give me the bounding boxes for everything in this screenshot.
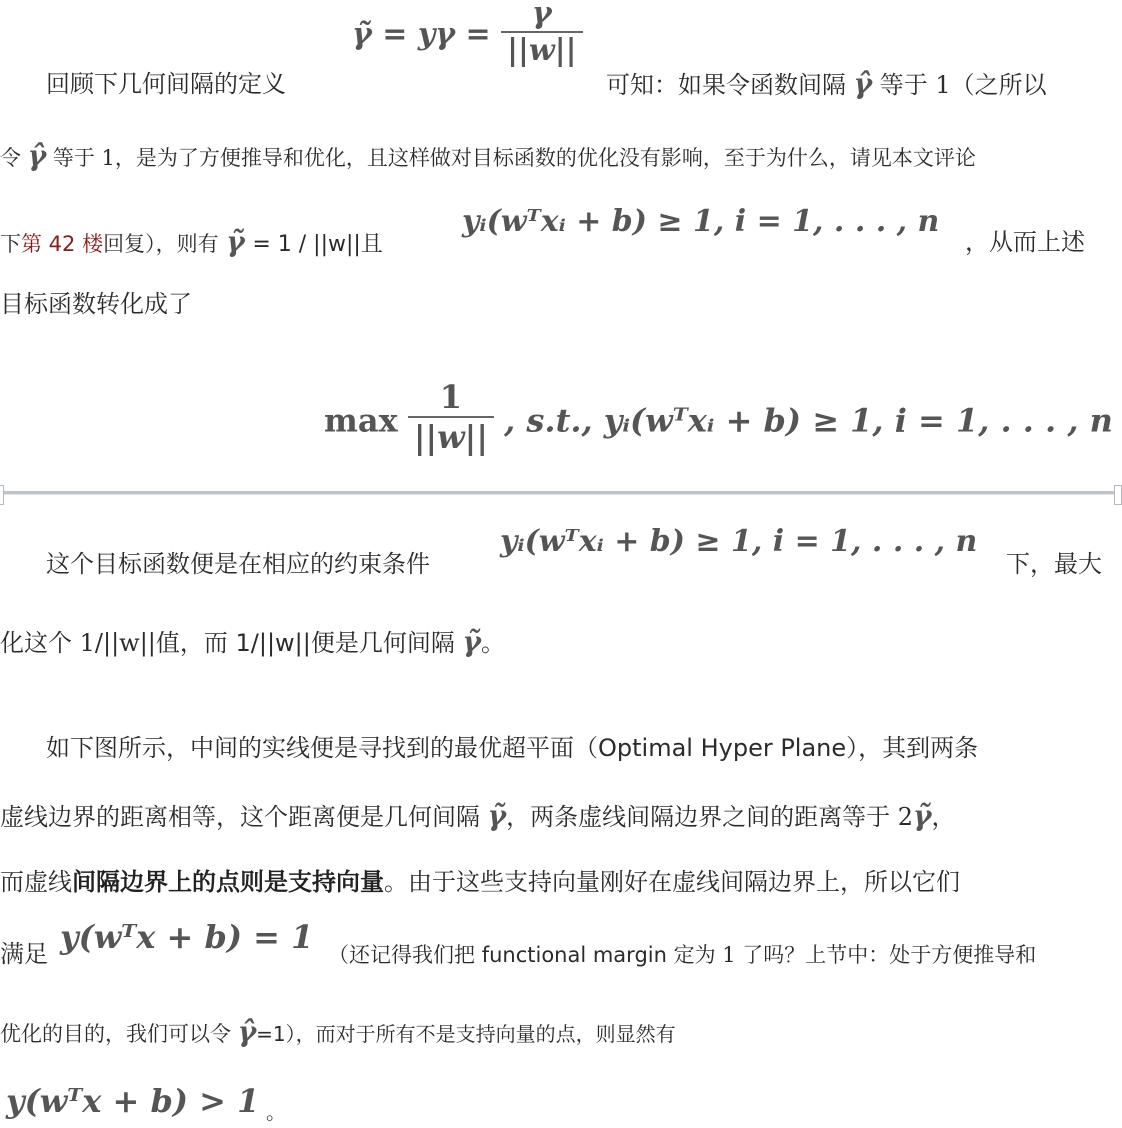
gamma-hat-symbol-2: γ̂	[27, 139, 47, 172]
paragraph3-line1-a: 如下图所示，中间的实线便是寻找到的最优超平面（	[46, 734, 598, 762]
comment-floor-42-link[interactable]: 第 42 楼	[21, 232, 104, 256]
objective-fraction	[408, 378, 494, 456]
support-vector-equality-formula: y(wᵀx + b) = 1	[60, 918, 314, 956]
paragraph3-line4-b: （还记得我们把	[328, 943, 482, 967]
gamma-definition-numerator: γ	[501, 0, 582, 33]
paragraph3-line4	[0, 938, 48, 970]
paragraph3-line5-a: 优化的目的，我们可以令	[0, 1022, 231, 1046]
objective-constraint: , s.t., yᵢ(wᵀxᵢ + b) ≥ 1, i = 1, . . . , n	[504, 401, 1113, 440]
gamma-tilde-symbol-1: γ̃	[226, 225, 245, 258]
paragraph1-line3-prefix: 下	[0, 232, 21, 256]
paragraph3-line2-b: ，两条虚线间隔边界之间的距离等于 2	[506, 803, 914, 831]
paragraph2-line1	[0, 548, 430, 580]
paragraph1-line3-eq: = 1 / ||w||且	[252, 232, 383, 257]
gamma-definition-denominator: ||w||	[507, 33, 577, 68]
gamma-tilde-symbol-2: γ̃	[462, 625, 481, 658]
paragraph3-line3	[0, 866, 960, 898]
paragraph1-constraint-formula: yᵢ(wᵀxᵢ + b) ≥ 1, i = 1, . . . , n	[462, 204, 940, 239]
paragraph1-line3-end: ，从而上述	[965, 228, 1085, 256]
objective-denominator: ||w||	[413, 418, 488, 456]
non-support-vector-formula: y(wᵀx + b) > 1	[6, 1082, 260, 1120]
paragraph1-line1-mid	[606, 68, 1047, 101]
paragraph3-line2-a: 虚线边界的距离相等，这个距离便是几何间隔	[0, 803, 480, 831]
paragraph3-line3-b: 。由于这些支持向量刚好在虚线间隔边界上，所以它们	[384, 868, 960, 896]
paragraph1-line4: 目标函数转化成了	[0, 290, 192, 318]
paragraph3-line1-en: Optimal Hyper Plane	[598, 734, 847, 762]
paragraph2-constraint-formula: yᵢ(wᵀxᵢ + b) ≥ 1, i = 1, . . . , n	[500, 524, 978, 559]
paragraph3-line4-note	[328, 940, 1036, 970]
paragraph2-line1-prefix: 这个目标函数便是在相应的约束条件	[46, 550, 430, 578]
max-label: max	[324, 401, 398, 440]
support-vector-emphasis: 间隔边界上的点则是支持向量	[72, 867, 384, 896]
gamma-hat-symbol-3: γ̂	[237, 1015, 257, 1048]
gamma-hat-symbol-1: γ̂	[853, 67, 873, 100]
paragraph3-line1	[0, 732, 978, 764]
paragraph1-line1	[0, 68, 286, 100]
paragraph1-line1-after: 等于 1（之所以	[879, 71, 1047, 99]
paragraph3-line3-a: 而虚线	[0, 868, 72, 896]
gamma-tilde-symbol-3: γ̃	[487, 799, 507, 832]
paragraph3-line5	[0, 1016, 676, 1050]
paragraph1-line3	[0, 226, 383, 261]
divider-left-handle[interactable]	[0, 485, 4, 505]
paragraph2-line2-end: 。	[480, 629, 505, 657]
paragraph2-line2-b: 1/||w||	[235, 629, 311, 657]
paragraph2-line2-c: 便是几何间隔	[310, 629, 455, 657]
paragraph3-line5-b: =1），而对于所有不是支持向量的点，则显然有	[256, 1022, 676, 1046]
paragraph1-line2	[0, 140, 976, 174]
gamma-tilde-symbol-4: γ̃	[913, 799, 932, 832]
functional-margin-term: functional margin	[481, 943, 667, 967]
gamma-definition-lhs: γ̃ = yγ =	[352, 17, 502, 52]
objective-formula-block	[324, 378, 1113, 462]
paragraph3-line1-b: ），其到两条	[846, 734, 979, 762]
paragraph2-line1-end: 下，最大	[1006, 550, 1102, 578]
paragraph1-line3-after-link: 回复），则有	[103, 232, 219, 256]
gamma-definition-formula	[352, 0, 583, 72]
horizontal-divider	[0, 491, 1122, 495]
paragraph3-line4-a: 满足	[0, 940, 48, 968]
paragraph3-line2-c: ，	[931, 803, 956, 831]
divider-right-handle[interactable]	[1114, 485, 1122, 505]
objective-numerator: 1	[408, 378, 494, 418]
paragraph2-line2-a: 化这个 1/||w||值，而	[0, 629, 236, 657]
gamma-definition-fraction	[501, 0, 582, 68]
paragraph1-line1-prefix: 回顾下几何间隔的定义	[46, 70, 286, 98]
paragraph3-line2	[0, 800, 956, 833]
paragraph3-line6-end: 。	[266, 1100, 286, 1124]
paragraph1-line2-text: 等于 1，是为了方便推导和优化，且这样做对目标函数的优化没有影响，至于为什么，请见本文评论	[52, 146, 976, 170]
paragraph2-line2	[0, 626, 505, 659]
paragraph3-line4-c: 定为 1 了吗？上节中：处于方便推导和	[666, 943, 1037, 967]
paragraph1-line2-prefix: 令	[0, 146, 21, 170]
paragraph1-line1-mid-text: 可知：如果令函数间隔	[606, 71, 846, 99]
